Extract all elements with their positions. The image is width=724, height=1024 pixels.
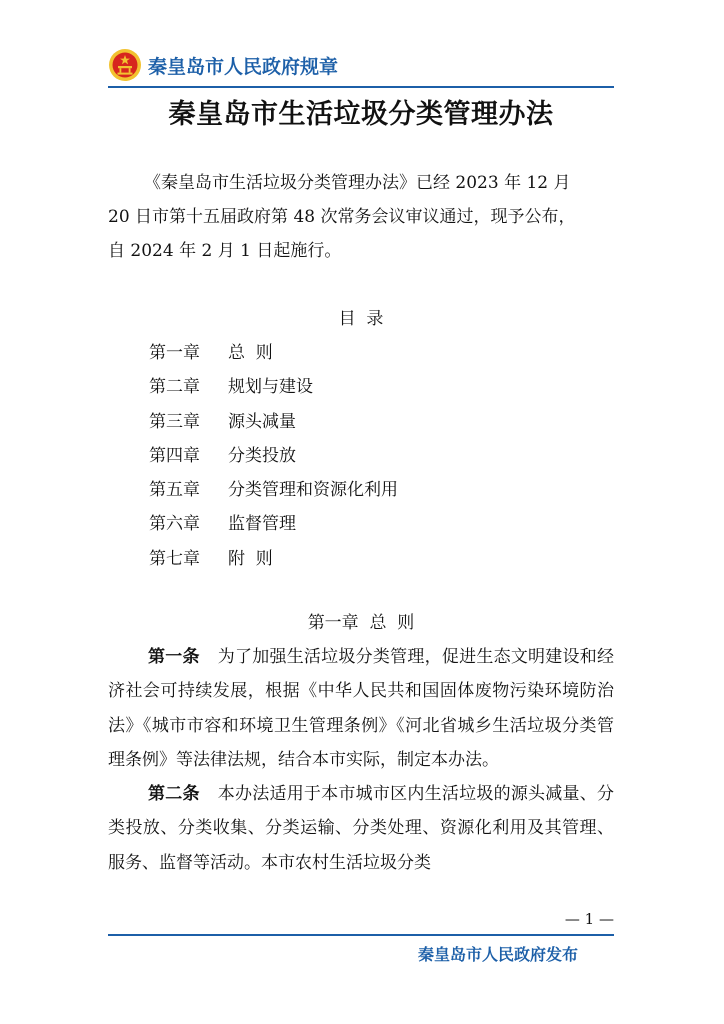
toc-item-title: 总 则 [228, 343, 273, 363]
header-title: 秦皇岛市人民政府规章 [148, 56, 339, 78]
toc-item-title: 分类投放 [228, 445, 296, 466]
toc-item-title: 分类管理和资源化利用 [228, 480, 398, 501]
chapter-heading: 第一章 总 则 [307, 613, 415, 633]
toc-item [149, 507, 398, 541]
footer-divider [108, 934, 614, 936]
toc-item-number: 第六章 [149, 514, 200, 535]
toc-item-number: 第一章 [149, 343, 200, 363]
table-of-contents [149, 336, 398, 576]
toc-item-number: 第三章 [149, 411, 200, 432]
toc-item [149, 473, 398, 507]
toc-item [149, 439, 398, 473]
article-text: 为了加强生活垃圾分类管理，促进生态文明建设和经济社会可持续发展，根据《中华人民共和国固体废物污染环境防治法》《城市市容和环境卫生管理条例》《河北省城乡生活垃圾分类管理条例》等法律法规，结合本市实际，制定本办法。 [108, 647, 615, 770]
toc-item [149, 370, 398, 404]
article-paragraph [108, 640, 614, 777]
intro-line: 20 日市第十五届政府第 48 次常务会议审议通过，现予公布， [108, 207, 576, 227]
toc-item-number: 第四章 [149, 445, 200, 466]
footer-publisher: 秦皇岛市人民政府发布 [417, 945, 578, 964]
toc-item [149, 542, 398, 576]
article-label: 第一条 [148, 647, 200, 667]
article-paragraph [108, 777, 614, 880]
intro-line: 自 2024 年 2 月 1 日起施行。 [108, 241, 342, 261]
article-text: 本办法适用于本市城市区内生活垃圾的源头减量、分类投放、分类收集、分类运输、分类处理、资源化利用及其管理、服务、监督等活动。本市农村生活垃圾分类 [108, 784, 615, 873]
article-label: 第二条 [148, 784, 200, 805]
toc-item-title: 附 则 [228, 548, 273, 569]
document-title: 秦皇岛市生活垃圾分类管理办法 [168, 99, 554, 130]
toc-item-title: 规划与建设 [228, 377, 313, 398]
toc-item [149, 405, 398, 439]
intro-line: 《秦皇岛市生活垃圾分类管理办法》已经 2023 年 12 月 [144, 173, 571, 193]
toc-heading: 目 录 [338, 309, 384, 329]
header-divider [108, 86, 614, 88]
national-emblem-icon [108, 48, 142, 82]
toc-item [149, 336, 398, 370]
page-header [108, 44, 614, 88]
toc-item-title: 监督管理 [228, 514, 296, 535]
toc-item-title: 源头减量 [228, 411, 296, 432]
toc-item-number: 第二章 [149, 377, 200, 398]
toc-item-number: 第七章 [149, 548, 200, 569]
chapter-body [108, 640, 614, 880]
page-number: — 1 — [564, 910, 614, 928]
toc-item-number: 第五章 [149, 480, 200, 501]
intro-paragraph [108, 166, 614, 268]
